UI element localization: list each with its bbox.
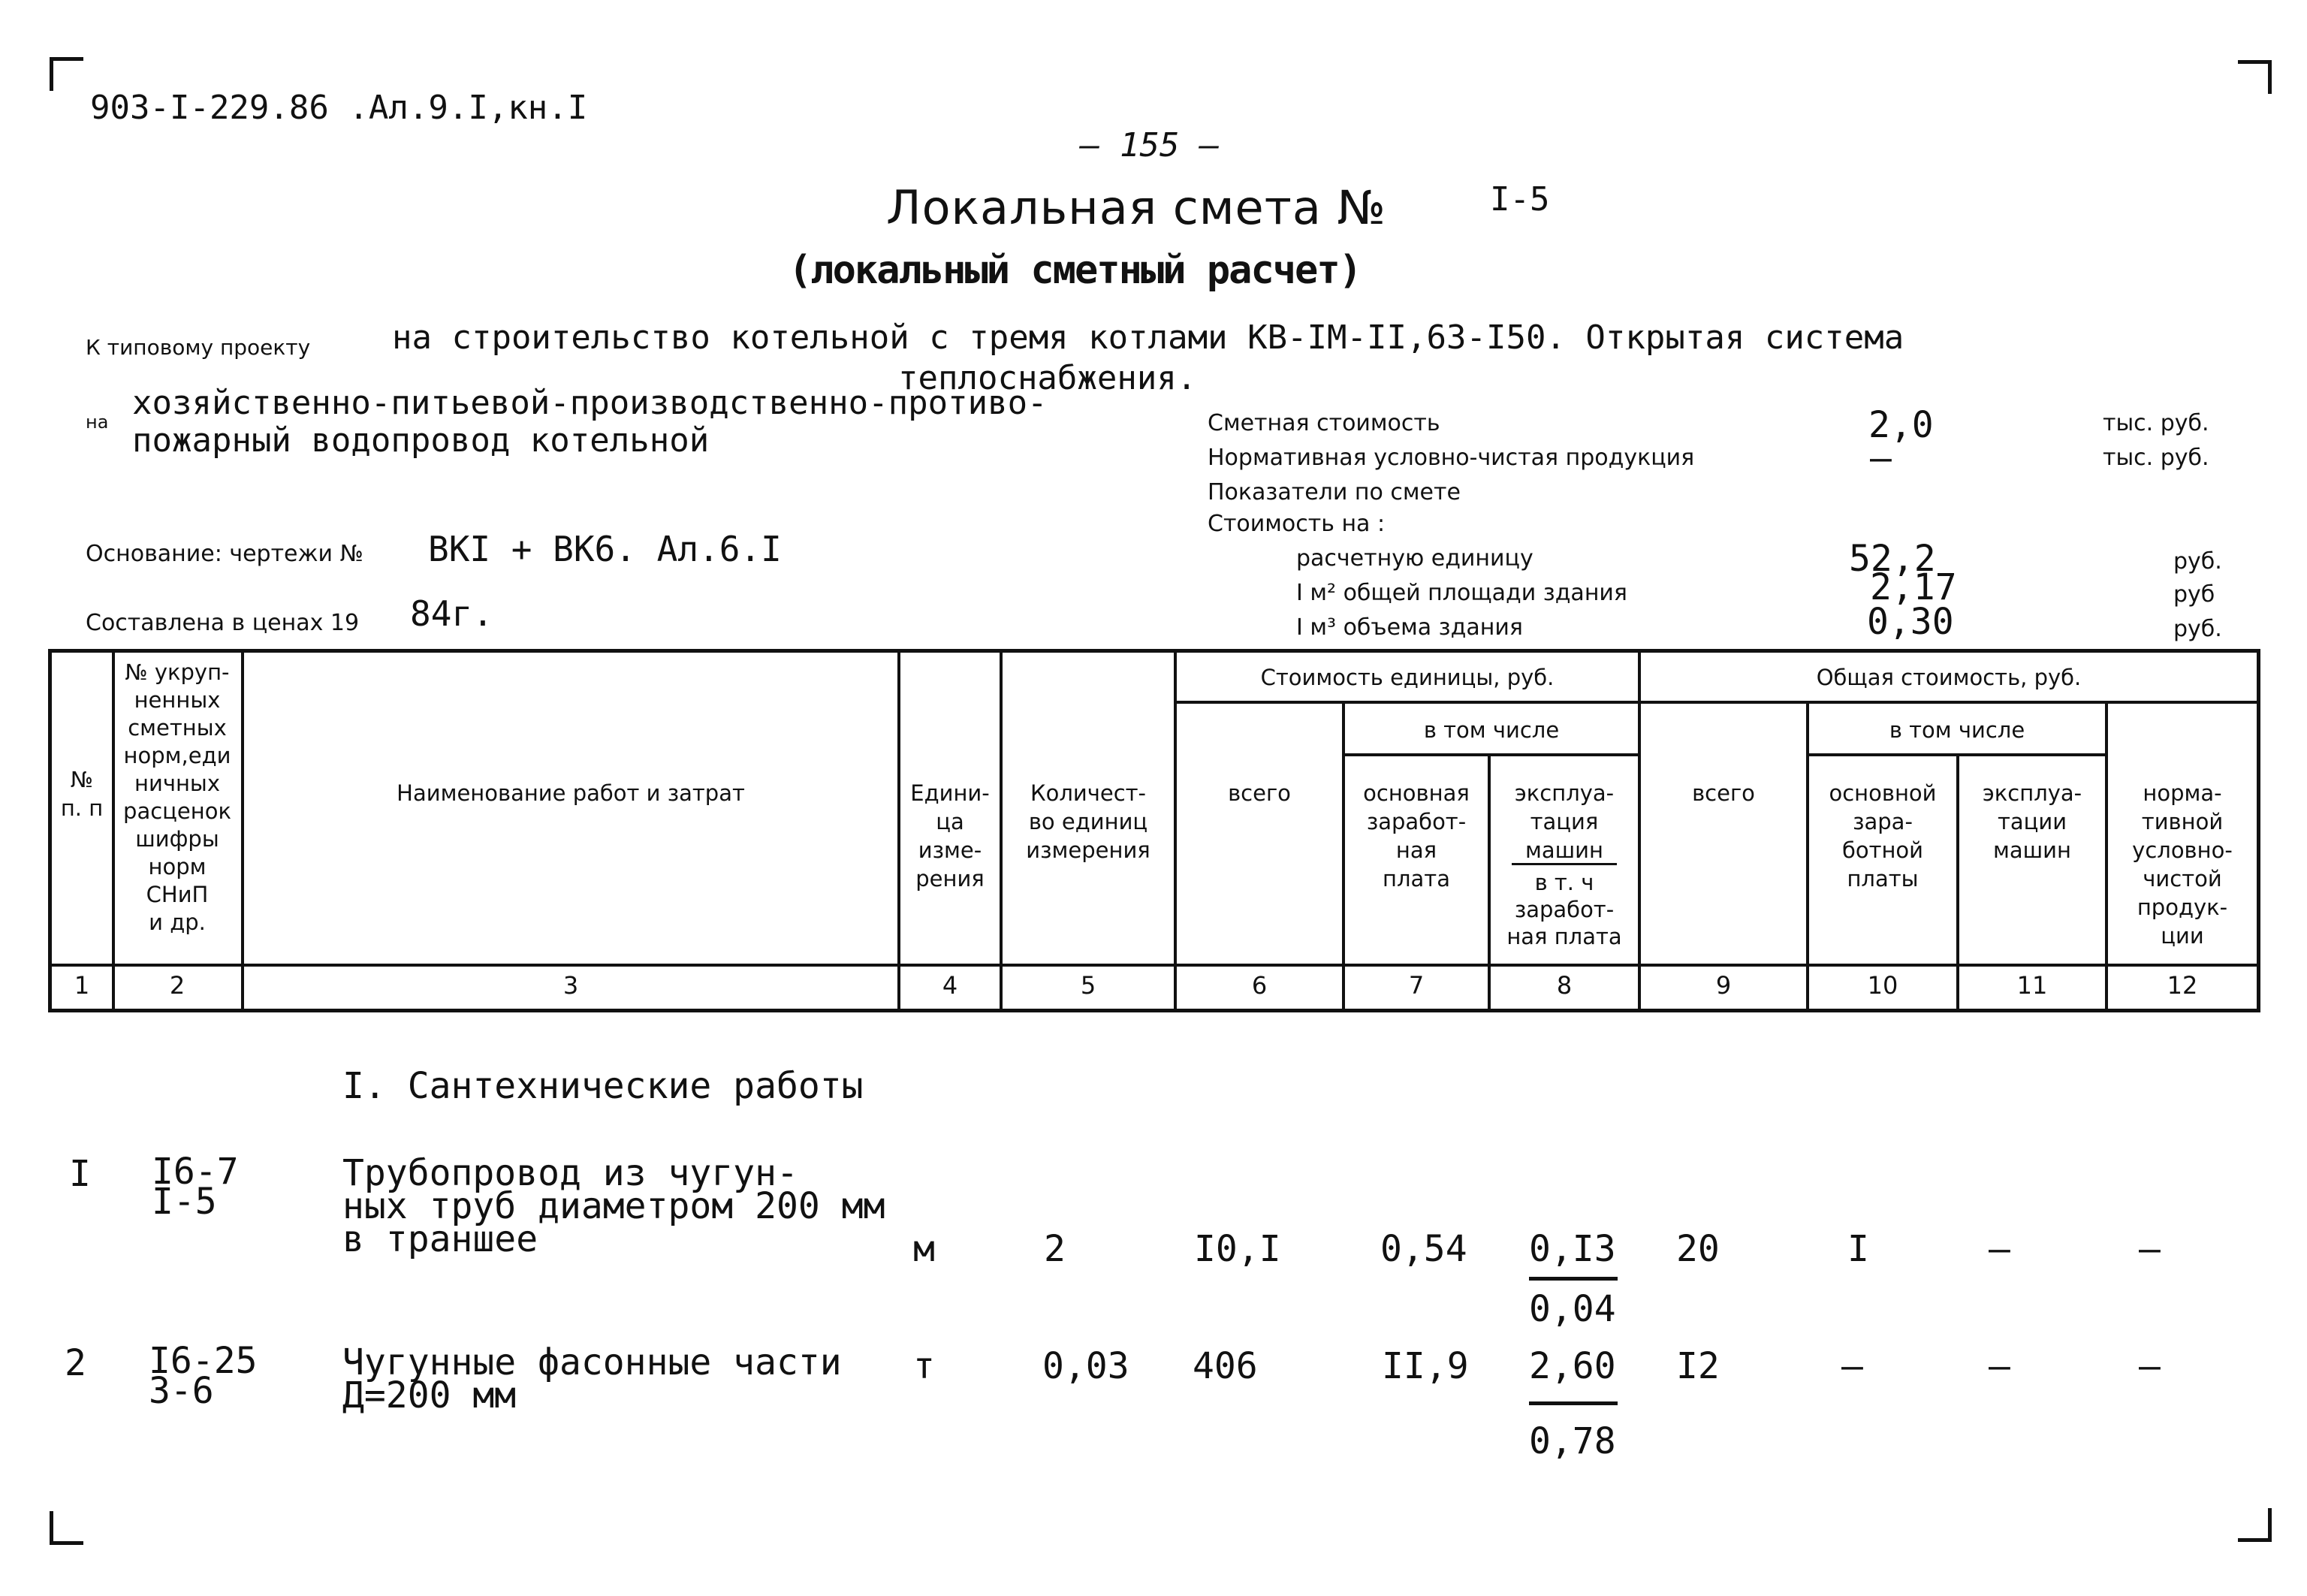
col-number: 9 <box>1715 971 1732 1000</box>
col-number: 7 <box>1408 971 1425 1000</box>
row-total-machines: – <box>1989 1345 2010 1387</box>
row-total-machines: – <box>1989 1228 2010 1270</box>
col-header-quantity: Количест- во единиц измерения <box>1026 780 1150 863</box>
document-code: 903-I-229.86 .Ал.9.I,кн.I <box>90 89 588 127</box>
corner-mark-bottom-left <box>50 1511 83 1545</box>
col-header-unit-machines: эксплуа- тация машин <box>1514 780 1615 863</box>
col-number: 6 <box>1251 971 1268 1000</box>
estimate-number: I-5 <box>1490 180 1550 219</box>
indicators-label: Показатели по смете <box>1208 479 1461 505</box>
row-quantity: 0,03 <box>1042 1345 1129 1387</box>
estimate-table-header <box>48 649 2260 1012</box>
col-header-total: всего <box>1692 780 1755 806</box>
col-number: 2 <box>169 971 185 1000</box>
col-number: 5 <box>1080 971 1096 1000</box>
row-norm-code: I6-25 3-6 <box>149 1340 258 1412</box>
col-header-unit-cost: Стоимость единицы, руб. <box>1260 665 1555 690</box>
page-title: Локальная смета № <box>886 180 1387 235</box>
row-normative-product: – <box>2139 1228 2161 1270</box>
row-unit-wage: 0,54 <box>1380 1228 1467 1270</box>
row-unit: м <box>913 1228 935 1270</box>
corner-mark-top-right <box>2238 60 2272 94</box>
col-header-total-cost: Общая стоимость, руб. <box>1816 665 2082 690</box>
normative-product-label: Нормативная условно-чистая продукция <box>1208 445 1695 471</box>
project-description: на строительство котельной с тремя котлами КВ-IМ-II,63-I50. Открытая система <box>392 318 1904 357</box>
cost-per-volume-label: I м³ объема здания <box>1296 614 1523 641</box>
col-number: 3 <box>562 971 579 1000</box>
row-unit-machines-wage: 0,04 <box>1529 1288 1616 1330</box>
cost-per-volume-unit: руб. <box>2173 616 2222 642</box>
prices-year: 84г. <box>410 593 493 634</box>
col-header-norm-code: № укруп- ненных сметных норм,еди ничных расценок шифры норм СНиП и др. <box>123 659 231 935</box>
col-number: 12 <box>2167 971 2198 1000</box>
page-subtitle: (локальный сметный расчет) <box>789 248 1361 293</box>
normative-product-value: – <box>1870 437 1892 479</box>
cost-per-unit-label: расчетную единицу <box>1296 545 1533 572</box>
row-total: 20 <box>1676 1228 1720 1270</box>
col-number: 1 <box>74 971 90 1000</box>
row-unit-wage: II,9 <box>1382 1345 1469 1387</box>
col-header-total-wage: основной зара- ботной платы <box>1829 780 1937 892</box>
row-normative-product: – <box>2139 1345 2161 1387</box>
col-header-including-total: в том числе <box>1889 717 2025 743</box>
col-header-unit-total: всего <box>1228 780 1291 806</box>
row-quantity: 2 <box>1044 1228 1066 1270</box>
row-work-name: Чугунные фасонные части Д=200 мм <box>342 1341 842 1416</box>
row-total-wage: I <box>1847 1228 1869 1270</box>
row-norm-code: I6-7 I-5 <box>152 1151 239 1223</box>
project-description-continued: теплоснабжения. <box>898 359 1197 397</box>
col-header-work-name: Наименование работ и затрат <box>397 780 745 806</box>
prices-label: Составлена в ценах 19 <box>86 610 360 636</box>
row-work-name: Трубопровод из чугун- ных труб диаметром 200 мм в траншее <box>342 1152 885 1260</box>
estimated-cost-value: 2,0 <box>1868 404 1934 446</box>
cost-per-volume-value: 0,30 <box>1867 601 1954 643</box>
col-number: 10 <box>1867 971 1898 1000</box>
col-header-number: № п. п <box>60 767 104 821</box>
row-unit-machines-wage: 0,78 <box>1529 1420 1616 1462</box>
cost-per-area-unit: руб <box>2173 581 2215 608</box>
section-title: I. Сантехнические работы <box>342 1065 864 1107</box>
col-number: 11 <box>2016 971 2048 1000</box>
col-header-unit-machines-wage: в т. ч заработ- ная плата <box>1506 870 1622 949</box>
object-label: на <box>86 412 109 433</box>
corner-mark-bottom-right <box>2238 1508 2272 1542</box>
col-number: 4 <box>942 971 958 1000</box>
col-header-unit: Едини- ца изме- рения <box>910 780 990 892</box>
normative-product-unit: тыс. руб. <box>2103 445 2209 471</box>
row-unit: т <box>913 1345 935 1387</box>
col-header-including-unit: в том числе <box>1423 717 1560 743</box>
basis-drawings: ВКI + ВК6. Ал.6.I <box>428 529 782 569</box>
project-label: К типовому проекту <box>86 335 311 360</box>
corner-mark-top-left <box>50 57 83 91</box>
row-total: I2 <box>1676 1345 1720 1387</box>
cost-per-area-label: I м² общей площади здания <box>1296 580 1627 606</box>
row-number: I <box>69 1153 91 1195</box>
cost-per-area-value: 2,17 <box>1870 566 1957 608</box>
estimated-cost-unit: тыс. руб. <box>2103 410 2209 436</box>
cost-per-unit-value: 52,2 <box>1849 538 1936 580</box>
row-unit-total: I0,I <box>1194 1228 1281 1270</box>
col-number: 8 <box>1556 971 1573 1000</box>
col-header-unit-wage: основная заработ- ная плата <box>1363 780 1470 892</box>
row-number: 2 <box>65 1342 86 1384</box>
row-unit-total: 406 <box>1193 1345 1258 1387</box>
page-number: — 155 — <box>1080 126 1220 164</box>
cost-per-unit-unit: руб. <box>2173 548 2222 575</box>
row-unit-machines: 0,I3 <box>1529 1228 1616 1270</box>
col-header-total-machines: эксплуа- тации машин <box>1982 780 2082 863</box>
object-description: хозяйственно-питьевой-производственно-противо- пожарный водопровод котельной <box>132 384 1048 460</box>
basis-label: Основание: чертежи № <box>86 541 363 567</box>
estimated-cost-label: Сметная стоимость <box>1208 410 1440 436</box>
col-header-normative-product: норма- тивной условно- чистой продук- ции <box>2132 780 2233 949</box>
row-unit-machines: 2,60 <box>1529 1345 1616 1387</box>
row-total-wage: – <box>1841 1345 1863 1387</box>
cost-per-label: Стоимость на : <box>1208 511 1386 537</box>
